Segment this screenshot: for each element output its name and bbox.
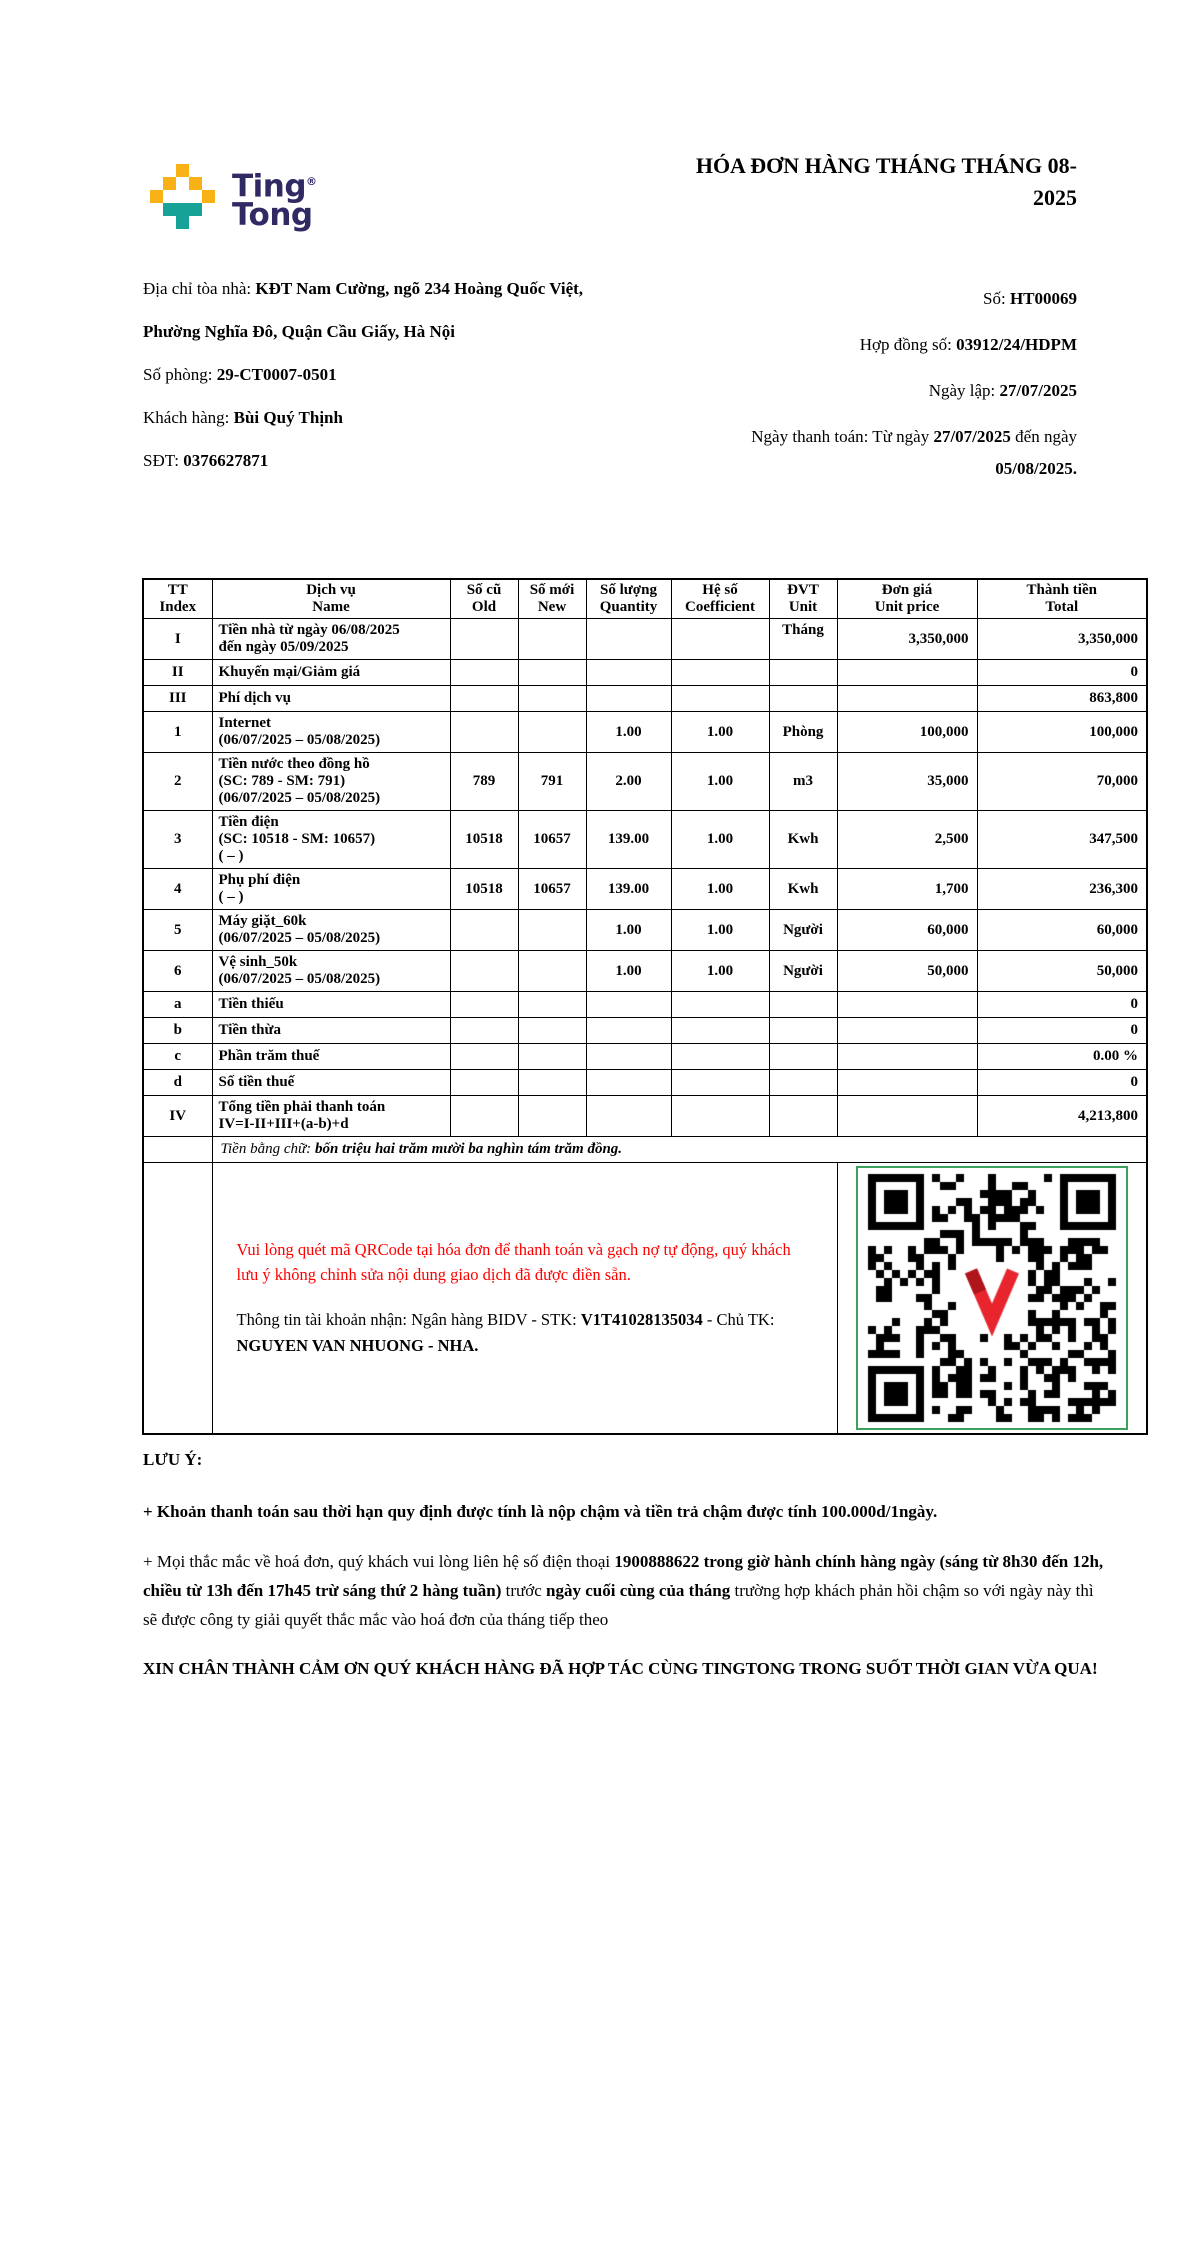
table-cell	[450, 951, 518, 992]
service-name-cell: Tiền thiếu	[212, 992, 450, 1018]
table-cell	[671, 1044, 769, 1070]
tingtong-logo	[150, 164, 317, 234]
table-cell	[143, 1137, 212, 1163]
table-cell: 3,350,000	[977, 619, 1147, 660]
table-cell	[518, 951, 586, 992]
amount-words-value: bốn triệu hai trăm mười ba nghìn tám trăm đồng.	[314, 1141, 623, 1157]
invoice-title: HÓA ĐƠN HÀNG THÁNG THÁNG 08- 2025	[695, 153, 1077, 210]
building-address-line1: Địa chỉ tòa nhà: KĐT Nam Cường, ngõ 234 Hoàng Quốc Việt,	[143, 279, 584, 298]
row-index-cell: II	[143, 660, 212, 686]
row-index-cell: c	[143, 1044, 212, 1070]
invoice-table-head	[143, 579, 1147, 619]
contract-number: Hợp đồng số: 03912/24/HDPM	[859, 335, 1077, 354]
service-name-cell: Máy giặt_60k (06/07/2025 – 05/08/2025)	[212, 910, 450, 951]
table-cell: 50,000	[977, 951, 1147, 992]
table-cell: 100,000	[837, 712, 977, 753]
column-header: Số cũ Old	[450, 579, 518, 619]
table-cell: 791	[518, 753, 586, 811]
row-index-cell: b	[143, 1018, 212, 1044]
building-address-line2: Phường Nghĩa Đô, Quận Cầu Giấy, Hà Nội	[143, 322, 455, 341]
table-cell	[450, 1096, 518, 1137]
qr-code-canvas	[867, 1173, 1117, 1423]
table-cell	[518, 992, 586, 1018]
amount-words-label: Tiền bằng chữ:	[220, 1141, 315, 1157]
table-cell: 0	[977, 1070, 1147, 1096]
table-row	[143, 811, 1147, 869]
column-header: ĐVT Unit	[769, 579, 837, 619]
table-cell	[518, 1096, 586, 1137]
table-cell: 100,000	[977, 712, 1147, 753]
table-row	[143, 910, 1147, 951]
table-cell: 1.00	[586, 951, 671, 992]
table-cell: 10657	[518, 869, 586, 910]
notes-title: LƯU Ý:	[143, 1450, 203, 1469]
table-cell: 0.00 %	[977, 1044, 1147, 1070]
table-cell	[450, 1018, 518, 1044]
table-cell: 1.00	[671, 951, 769, 992]
service-name-cell: Khuyến mại/Giảm giá	[212, 660, 450, 686]
table-cell: 1.00	[586, 712, 671, 753]
table-cell	[769, 1018, 837, 1044]
table-cell	[450, 992, 518, 1018]
table-cell	[518, 712, 586, 753]
table-cell: 50,000	[837, 951, 977, 992]
table-cell: 1,700	[837, 869, 977, 910]
table-row	[143, 951, 1147, 992]
table-cell: 60,000	[837, 910, 977, 951]
row-index-cell: 5	[143, 910, 212, 951]
column-header: Dịch vụ Name	[212, 579, 450, 619]
table-cell: 60,000	[977, 910, 1147, 951]
table-cell	[518, 910, 586, 951]
amount-in-words	[212, 1137, 1147, 1163]
table-cell: 3,350,000	[837, 619, 977, 660]
table-row	[143, 619, 1147, 660]
service-name-cell: Vệ sinh_50k (06/07/2025 – 05/08/2025)	[212, 951, 450, 992]
table-cell: 1.00	[671, 712, 769, 753]
table-cell: 139.00	[586, 811, 671, 869]
table-row	[143, 1044, 1147, 1070]
table-cell	[450, 686, 518, 712]
table-cell	[586, 1018, 671, 1044]
amount-words-row	[143, 1137, 1147, 1163]
table-cell: 347,500	[977, 811, 1147, 869]
row-index-cell: 1	[143, 712, 212, 753]
table-cell: Người	[769, 910, 837, 951]
payment-period-line1: Ngày thanh toán: Từ ngày 27/07/2025 đến ngày	[751, 427, 1077, 446]
customer-name: Khách hàng: Bùi Quý Thịnh	[143, 408, 343, 427]
table-cell: 4,213,800	[977, 1096, 1147, 1137]
table-cell	[586, 1070, 671, 1096]
qr-code-cell	[837, 1163, 1147, 1435]
table-cell	[769, 686, 837, 712]
invoice-table-wrapper	[142, 578, 1148, 1435]
table-cell	[769, 1096, 837, 1137]
table-row	[143, 1018, 1147, 1044]
table-cell: 0	[977, 992, 1147, 1018]
service-name-cell: Tiền nhà từ ngày 06/08/2025 đến ngày 05/09/2025	[212, 619, 450, 660]
table-cell: 70,000	[977, 753, 1147, 811]
column-header: Số lượng Quantity	[586, 579, 671, 619]
table-cell: 35,000	[837, 753, 977, 811]
room-number: Số phòng: 29-CT0007-0501	[143, 365, 337, 384]
invoice-table	[142, 578, 1148, 1435]
service-name-cell: Phần trăm thuế	[212, 1044, 450, 1070]
customer-phone: SĐT: 0376627871	[143, 451, 269, 470]
late-payment-note: + Khoản thanh toán sau thời hạn quy định được tính là nộp chậm và tiền trả chậm được tính 100.000d/1ngày.	[143, 1502, 938, 1521]
column-header: Số mới New	[518, 579, 586, 619]
tingtong-logo-text: Ting® Tong	[232, 168, 317, 234]
table-cell: 2,500	[837, 811, 977, 869]
row-index-cell: I	[143, 619, 212, 660]
table-row	[143, 869, 1147, 910]
service-name-cell: Tiền điện (SC: 10518 - SM: 10657) ( – )	[212, 811, 450, 869]
table-cell	[586, 686, 671, 712]
table-cell	[837, 992, 977, 1018]
qr-instructions-cell	[212, 1163, 837, 1435]
account-info-text: Thông tin tài khoản nhận: Ngân hàng BIDV - STK: V1T41028135034 - Chủ TK: NGUYEN VAN NHUONG - NHA.	[236, 1310, 775, 1355]
table-cell	[450, 619, 518, 660]
table-cell	[518, 1070, 586, 1096]
payment-period-line2: 05/08/2025.	[995, 459, 1077, 478]
table-row	[143, 753, 1147, 811]
table-row	[143, 992, 1147, 1018]
table-cell	[450, 910, 518, 951]
table-row	[143, 660, 1147, 686]
table-cell	[671, 1070, 769, 1096]
row-index-cell: 2	[143, 753, 212, 811]
footer-notes	[143, 1450, 1105, 1683]
table-cell	[518, 1044, 586, 1070]
hotline-note: + Mọi thắc mắc về hoá đơn, quý khách vui lòng liên hệ số điện thoại 1900888622 trong giờ hành chính hàng ngày (sáng từ 8h30 đến 12h, chiều từ 13h đến 17h45 trừ sáng thứ 2 hàng tuần) trước ngày cuối cùng của tháng trường hợp khách phản hồi chậm so với ngày này thì sẽ được công ty giải quyết thắc mắc vào hoá đơn của tháng tiếp theo	[143, 1552, 1104, 1629]
row-index-cell: 3	[143, 811, 212, 869]
column-header: TT Index	[143, 579, 212, 619]
table-cell: 10518	[450, 869, 518, 910]
tingtong-logo-icon	[150, 164, 215, 229]
table-cell: 1.00	[671, 811, 769, 869]
table-cell	[837, 1044, 977, 1070]
table-cell	[450, 660, 518, 686]
column-header: Hệ số Coefficient	[671, 579, 769, 619]
service-name-cell: Phí dịch vụ	[212, 686, 450, 712]
thank-you-note: XIN CHÂN THÀNH CẢM ƠN QUÝ KHÁCH HÀNG ĐÃ HỢP TÁC CÙNG TINGTONG TRONG SUỐT THỜI GIAN VỪA QUA!	[143, 1659, 1098, 1678]
table-cell: 0	[977, 1018, 1147, 1044]
table-cell	[671, 686, 769, 712]
table-cell	[769, 1070, 837, 1096]
table-cell	[671, 1096, 769, 1137]
table-cell	[837, 1070, 977, 1096]
invoice-number: Số: HT00069	[983, 289, 1077, 308]
table-cell	[586, 992, 671, 1018]
table-cell	[671, 1018, 769, 1044]
issue-date: Ngày lập: 27/07/2025	[928, 381, 1077, 400]
table-cell: 2.00	[586, 753, 671, 811]
row-index-cell: 4	[143, 869, 212, 910]
table-cell	[769, 992, 837, 1018]
table-cell	[837, 1096, 977, 1137]
qr-code	[856, 1166, 1128, 1430]
invoice-table-body	[143, 619, 1147, 1137]
table-cell	[586, 1044, 671, 1070]
table-cell	[837, 1018, 977, 1044]
table-cell: Kwh	[769, 869, 837, 910]
table-cell	[518, 686, 586, 712]
service-name-cell: Tiền nước theo đồng hồ (SC: 789 - SM: 791) (06/07/2025 – 05/08/2025)	[212, 753, 450, 811]
column-header: Đơn giá Unit price	[837, 579, 977, 619]
table-cell: 236,300	[977, 869, 1147, 910]
service-name-cell: Internet (06/07/2025 – 05/08/2025)	[212, 712, 450, 753]
table-cell	[518, 1018, 586, 1044]
table-cell	[586, 1096, 671, 1137]
building-info	[143, 278, 613, 493]
table-cell	[671, 992, 769, 1018]
table-cell	[769, 660, 837, 686]
table-cell: 139.00	[586, 869, 671, 910]
service-name-cell: Tiền thừa	[212, 1018, 450, 1044]
table-cell: 863,800	[977, 686, 1147, 712]
table-cell	[671, 619, 769, 660]
table-cell: Kwh	[769, 811, 837, 869]
service-name-cell: Số tiền thuế	[212, 1070, 450, 1096]
table-cell: 1.00	[671, 753, 769, 811]
table-row	[143, 1070, 1147, 1096]
row-index-cell: 6	[143, 951, 212, 992]
table-cell: 0	[977, 660, 1147, 686]
table-cell	[450, 1044, 518, 1070]
table-row	[143, 1096, 1147, 1137]
row-index-cell: d	[143, 1070, 212, 1096]
table-cell	[450, 712, 518, 753]
table-cell	[837, 660, 977, 686]
table-cell	[518, 619, 586, 660]
table-cell: 1.00	[671, 869, 769, 910]
table-row	[143, 712, 1147, 753]
table-cell: Người	[769, 951, 837, 992]
table-cell: Tháng	[769, 619, 837, 660]
table-cell: 10518	[450, 811, 518, 869]
table-cell	[769, 1044, 837, 1070]
table-cell	[518, 660, 586, 686]
row-index-cell: a	[143, 992, 212, 1018]
table-cell	[143, 1163, 212, 1435]
table-cell	[450, 1070, 518, 1096]
table-cell: 1.00	[586, 910, 671, 951]
table-row	[143, 686, 1147, 712]
qr-instruction-text: Vui lòng quét mã QRCode tại hóa đơn để thanh toán và gạch nợ tự động, quý khách lưu ý không chỉnh sửa nội dung giao dịch đã được điền sẵn.	[236, 1240, 791, 1284]
row-index-cell: IV	[143, 1096, 212, 1137]
invoice-meta	[560, 288, 1077, 504]
table-cell	[837, 686, 977, 712]
row-index-cell: III	[143, 686, 212, 712]
table-header-row	[143, 579, 1147, 619]
table-cell	[586, 619, 671, 660]
table-cell: 1.00	[671, 910, 769, 951]
qr-row	[143, 1163, 1147, 1435]
service-name-cell: Tổng tiền phải thanh toán IV=I-II+III+(a-b)+d	[212, 1096, 450, 1137]
service-name-cell: Phụ phí điện ( – )	[212, 869, 450, 910]
table-cell: 789	[450, 753, 518, 811]
table-cell	[586, 660, 671, 686]
table-cell: Phòng	[769, 712, 837, 753]
table-cell: 10657	[518, 811, 586, 869]
table-cell	[671, 660, 769, 686]
column-header: Thành tiền Total	[977, 579, 1147, 619]
table-cell: m3	[769, 753, 837, 811]
